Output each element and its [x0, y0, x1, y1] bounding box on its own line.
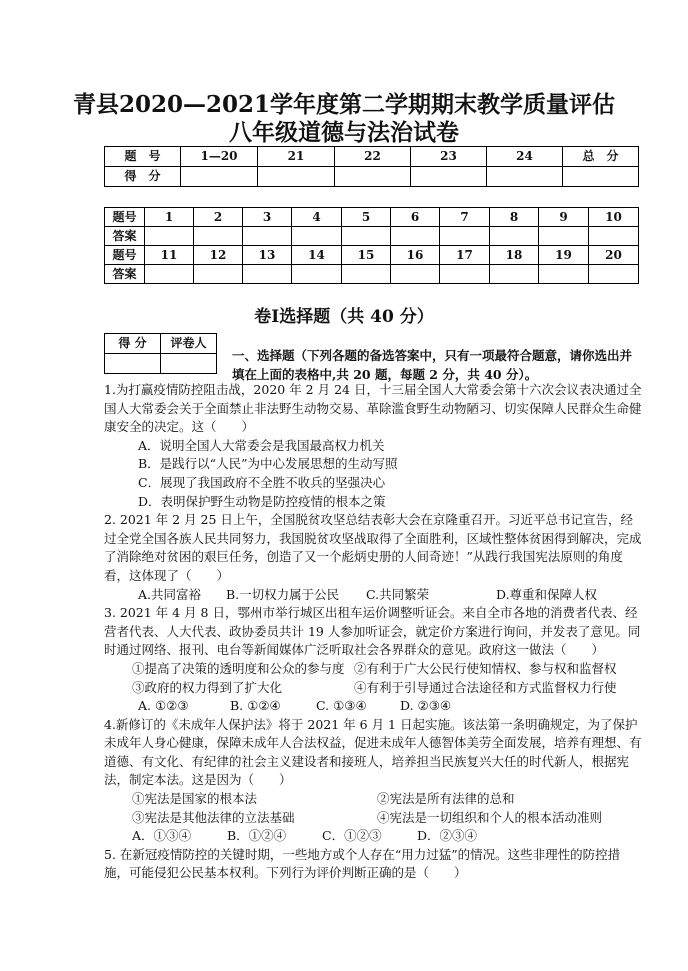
answer-cell[interactable] [589, 227, 639, 246]
q2-option-b: B.一切权力属于公民 [226, 586, 340, 602]
answer-number-row [105, 246, 639, 265]
q1-option-c: C．展现了我国政府不全胜不收兵的坚强决心 [138, 474, 386, 490]
question-number: 7 [440, 208, 490, 227]
answer-q-label: 题号 [105, 208, 145, 227]
answer-cell[interactable] [440, 227, 490, 246]
answer-cell[interactable] [539, 265, 589, 284]
section-instructions: 一、选择题（下列各题的备选答案中，只有一项最符合题意，请你选出并填在上面的表格中,共 20 题，每题 2 分，共 40 分）。 [232, 348, 633, 382]
answer-number-row [105, 208, 639, 227]
answer-cell[interactable] [145, 265, 194, 284]
answer-cell[interactable] [243, 265, 292, 284]
score-header-row [105, 147, 639, 167]
question-1-stem: 1.为打赢疫情防控阻击战，2020 年 2 月 24 日，十三届全国人大常委会第十六次会议表决通过全国人大常委会关于全面禁止非法野生动物交易、革除滥食野生动物陋习、切实保障人民群众生命健康安全的决定。这（ ） [104, 382, 642, 435]
score-header-cell: 1—20 [181, 147, 258, 167]
q1-option-a: A．说明全国人大常委会是我国最高权力机关 [138, 437, 385, 453]
grader-name-label: 评卷人 [161, 334, 217, 354]
grader-table [104, 333, 217, 374]
q3-options [104, 697, 642, 716]
q3-item-3: ③政府的权力得到了扩大化 [132, 679, 283, 695]
answer-cell[interactable] [490, 265, 539, 284]
q4-option-a: A．①③④ [132, 828, 192, 844]
answer-cell[interactable] [292, 265, 342, 284]
question-3-stem: 3. 2021 年 4 月 8 日，鄂州市举行城区出租车运价调整听证会。来自全市各地的消费者代表、经营者代表、人大代表、政协委员共计 19 人参加听证会，就定价方案进行询问，并发表了意见。同时通过网络、报刊、电台等新闻媒体广泛听取社会各界群众的意见。政府这一做法（ ） [104, 605, 641, 658]
score-header-cell: 题 号 [105, 147, 181, 167]
question-number: 17 [440, 246, 490, 265]
question-number: 18 [490, 246, 539, 265]
answer-cell[interactable] [145, 227, 194, 246]
score-input-cell[interactable] [181, 167, 258, 187]
question-2-stem: 2. 2021 年 2 月 25 日上午，全国脱贫攻坚总结表彰大会在京隆重召开。习近平总书记宣告，经过全党全国各族人民共同努力，我国脱贫攻坚战取得了全面胜利，区域性整体贫困得到解决，完成了消除绝对贫困的艰巨任务，创造了又一个彪炳史册的人间奇迹！”从践行我国宪法原则的角度看，这体现了（ ） [104, 512, 642, 583]
score-header-cell: 总 分 [563, 147, 639, 167]
exam-subtitle: 八年级道德与法治试卷 [229, 119, 459, 146]
question-number: 14 [292, 246, 342, 265]
score-header-cell: 22 [335, 147, 411, 167]
q2-option-c: C.共同繁荣 [366, 586, 430, 602]
q3-option-b: B. ①②④ [230, 698, 281, 714]
question-number: 15 [342, 246, 391, 265]
answer-q-label: 题号 [105, 246, 145, 265]
q2-option-a: A.共同富裕 [138, 586, 202, 602]
q4-item-3: ③宪法是其他法律的立法基础 [132, 809, 295, 825]
question-number: 6 [391, 208, 440, 227]
answer-cell[interactable] [391, 265, 440, 284]
q3-items-row2 [104, 679, 642, 698]
score-input-cell[interactable] [258, 167, 335, 187]
score-row-label: 得 分 [105, 167, 181, 187]
answer-cell[interactable] [342, 227, 391, 246]
q3-item-1: ①提高了决策的透明度和公众的参与度 [132, 660, 345, 676]
answer-row [105, 227, 639, 246]
question-number: 19 [539, 246, 589, 265]
q4-items-row1 [104, 790, 642, 809]
score-header-cell: 21 [258, 147, 335, 167]
question-number: 8 [490, 208, 539, 227]
grader-score-label: 得 分 [105, 334, 161, 354]
q3-option-d: D. ②③④ [400, 698, 452, 714]
answer-cell[interactable] [589, 265, 639, 284]
score-input-cell[interactable] [487, 167, 563, 187]
grader-name-cell[interactable] [161, 354, 217, 374]
q4-options [104, 827, 642, 846]
question-number: 9 [539, 208, 589, 227]
q4-option-b: B．①②④ [227, 828, 287, 844]
q1-option-d: D．表明保护野生动物是防控疫情的根本之策 [138, 493, 386, 509]
question-number: 20 [589, 246, 639, 265]
answer-cell[interactable] [194, 265, 243, 284]
question-number: 13 [243, 246, 292, 265]
score-table [104, 146, 639, 187]
question-number: 11 [145, 246, 194, 265]
score-header-cell: 24 [487, 147, 563, 167]
answer-a-label: 答案 [105, 265, 145, 284]
answer-cell[interactable] [391, 227, 440, 246]
score-input-cell[interactable] [335, 167, 411, 187]
answer-cell[interactable] [292, 227, 342, 246]
q1-option-b: B．是践行以“人民”为中心发展思想的生动写照 [138, 456, 398, 472]
q4-item-4: ④宪法是一切组织和个人的根本活动准则 [377, 809, 603, 825]
question-number: 16 [391, 246, 440, 265]
question-number: 4 [292, 208, 342, 227]
q2-option-d: D.尊重和保障人权 [496, 586, 598, 602]
q4-item-1: ①宪法是国家的根本法 [132, 791, 258, 807]
question-number: 12 [194, 246, 243, 265]
q3-item-4: ④有利于引导通过合法途径和方式监督权力行使 [354, 679, 617, 695]
q3-items-row1 [104, 660, 642, 679]
q3-item-2: ②有利于广大公民行使知情权、参与权和监督权 [354, 660, 617, 676]
answer-a-label: 答案 [105, 227, 145, 246]
q4-option-d: D．②③④ [417, 828, 478, 844]
question-number: 5 [342, 208, 391, 227]
grader-score-cell[interactable] [105, 354, 161, 374]
score-header-cell: 23 [411, 147, 487, 167]
answer-table [104, 207, 639, 284]
score-input-cell[interactable] [411, 167, 487, 187]
section-title: 卷Ⅰ选择题（共 40 分） [254, 307, 434, 327]
answer-cell[interactable] [539, 227, 589, 246]
answer-cell[interactable] [490, 227, 539, 246]
question-number: 3 [243, 208, 292, 227]
question-number: 2 [194, 208, 243, 227]
q4-items-row2 [104, 809, 642, 828]
q4-item-2: ②宪法是所有法律的总和 [377, 791, 515, 807]
exam-title: 青县2020—2021学年度第二学期期末教学质量评估 [72, 91, 616, 118]
question-number: 1 [145, 208, 194, 227]
q3-option-a: A. ①②③ [138, 698, 189, 714]
q4-option-c: C．①②③ [322, 828, 382, 844]
q3-option-c: C. ①③④ [316, 698, 367, 714]
score-input-cell[interactable] [563, 167, 639, 187]
answer-row [105, 265, 639, 284]
answer-cell[interactable] [243, 227, 292, 246]
q2-options [104, 586, 642, 605]
question-number: 10 [589, 208, 639, 227]
answer-cell[interactable] [194, 227, 243, 246]
question-5-stem: 5. 在新冠疫情防控的关键时期，一些地方或个人存在“用力过猛”的情况。这些非理性的防控措施，可能侵犯公民基本权利。下列行为评价判断正确的是（ ） [104, 846, 621, 881]
answer-cell[interactable] [440, 265, 490, 284]
score-value-row [105, 167, 639, 187]
answer-cell[interactable] [342, 265, 391, 284]
question-4-stem: 4.新修订的《未成年人保护法》将于 2021 年 6 月 1 日起实施。该法第一条明确规定，为了保护未成年人身心健康，保障未成年人合法权益，促进未成年人德智体美劳全面发展，培养有理想、有道德、有文化、有纪律的社会主义建设者和接班人，培养担当民族复兴大任的时代新人，根据宪法，制定本法。这是因为（ ） [104, 716, 642, 788]
questions [104, 381, 642, 883]
